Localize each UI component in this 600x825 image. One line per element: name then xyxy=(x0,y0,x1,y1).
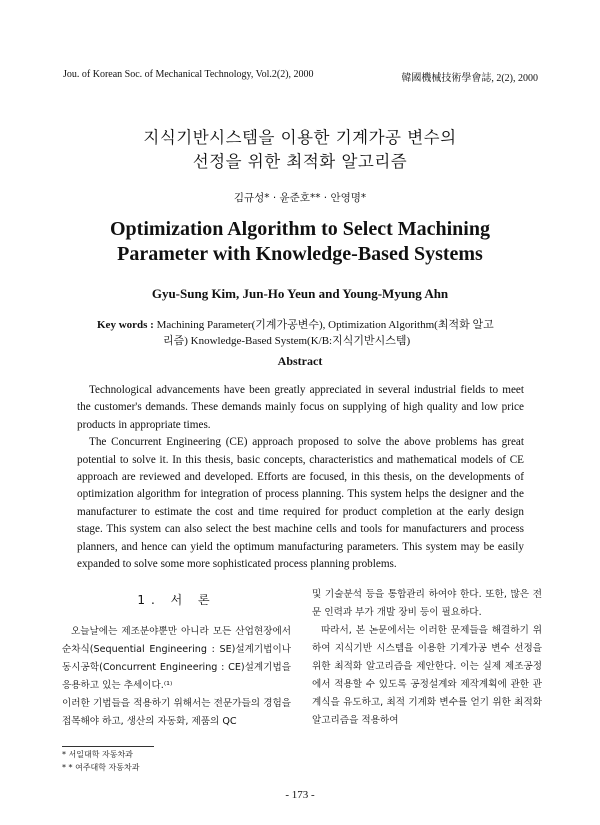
english-authors: Gyu-Sung Kim, Jun-Ho Yeun and Young-Myung Ahn xyxy=(151,286,449,301)
korean-title-line-1: 지식기반시스템을 이용한 기계가공 변수의 xyxy=(143,128,457,147)
left-column xyxy=(62,591,291,731)
footnote-2: * * 여주대학 자동차과 xyxy=(62,763,140,772)
page-number: - 173 - xyxy=(285,789,315,801)
footnotes xyxy=(62,748,139,774)
abstract-paragraph-1: Technological advancements have been greatly appreciated in several industrial fields to meet the customer's demands. These demands mainly focus on supplying of high quality and low price products in appropriate times. xyxy=(77,384,524,431)
intro-left-paragraph-1: 오늘날에는 제조분야뿐만 아니라 모든 산업현장에서 순차식(Sequential Engineering : SE)설계기법이나 동시공학(Concurrent Engineering : CE)설계기법을 응용하고 있는 추세이다.⁽¹⁾ xyxy=(62,626,291,691)
keywords-label: Key words : xyxy=(97,319,154,331)
english-title-line-1: Optimization Algorithm to Select Machining xyxy=(110,218,490,240)
journal-header-english: Jou. of Korean Soc. of Mechanical Technology, Vol.2(2), 2000 xyxy=(63,69,314,80)
korean-title-line-2: 선정을 위한 최적화 알고리즘 xyxy=(192,152,408,171)
intro-right-paragraph-1: 및 기술분석 등을 통합관리 하여야 한다. 또한, 많은 전문 인력과 부가 개발 장비 등이 필요하다. xyxy=(312,589,542,618)
section-heading-introduction: 1. 서 론 xyxy=(137,593,216,607)
keywords-block xyxy=(97,317,527,349)
english-title-line-2: Parameter with Knowledge-Based Systems xyxy=(117,243,483,265)
journal-header-korean: 韓國機械技術學會誌, 2(2), 2000 xyxy=(401,73,538,84)
abstract-paragraph-2: The Concurrent Engineering (CE) approach proposed to solve the above problems has great potential to solve it. In this thesis, basic concepts, characteristics and mathematical models of CE approach are reviewed and developed. Efforts are focused, in this thesis, on the developments of optimization algorithm for integration of process planning. This system helps the designer and the manufacturer to estimate the cost and time required for product completion at the early design stage. This system can also select the best machine cells and tools for manufacturers and process planners, and hence can yield the optimum manufacturing parameters. This system may be easily expanded to solve some more sophisticated process planning problems. xyxy=(77,436,524,571)
keywords-line-2: 리즘) Knowledge-Based System(K/B:지식기반시스템) xyxy=(163,335,411,347)
right-column xyxy=(312,586,542,730)
korean-authors: 김규성* · 윤준호** · 안영명* xyxy=(233,192,367,204)
footnote-1: * 서일대학 자동차과 xyxy=(62,750,133,759)
intro-right-paragraph-2: 따라서, 본 논문에서는 이러한 문제들을 해결하기 위하여 지식기반 시스템을 이용한 기계가공 변수 선정을 위한 최적화 알고리즘을 제안한다. 이는 실제 제조공정에서 적용할 수 있도록 공정설계와 제작계획에 관한 관계식을 유도하고, 최적 기계화 변수를 얻기 위한 최적화 알고리즘을 적용하여 xyxy=(312,625,542,726)
keywords-line-1: Machining Parameter(기계가공변수), Optimization Algorithm(최적화 알고 xyxy=(156,319,494,331)
abstract-heading: Abstract xyxy=(277,354,323,368)
intro-left-paragraph-2: 이러한 기법들을 적용하기 위해서는 전문가들의 경험을 접목해야 하고, 생산의 자동화, 제품의 QC xyxy=(62,698,291,727)
abstract-body xyxy=(77,382,524,573)
footnote-divider xyxy=(62,746,154,747)
